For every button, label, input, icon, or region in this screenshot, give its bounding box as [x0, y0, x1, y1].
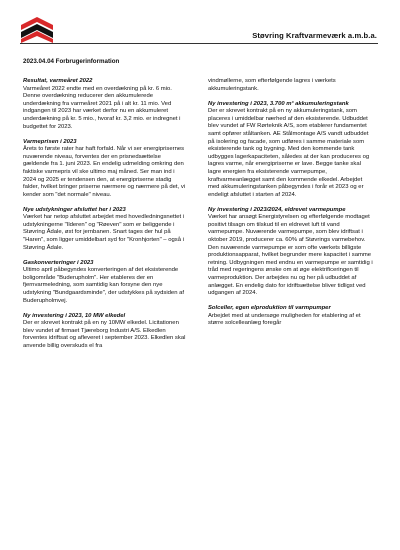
- section-body: Værket har netop afsluttet arbejdet med hovedledningsnettet i udstykningerne "Ilderen" og "Røeven" som er beliggende i Støvring Ådale, øst for jernbanen. Snart tages der hul på "Haren", som ligger umiddelbart syd for "Kronhjorten" – også i Støvring Ådale.: [23, 214, 185, 251]
- section-solar: [208, 305, 373, 328]
- section-heat-pump: [208, 207, 373, 298]
- section-body: Værket har ansøgt Energistyrelsen og efterfølgende modtaget positivt tilsagn om tilskud til en eldrevet luft til vand varmepumpe. Nuværende varmepumpe, som blev idriftsat i oktober 2019, producerer ca. 60% af Støvrings varmebehov. Den nuværende varmepumpe er som ofte værkets billigste produktionsapparat, hvilket begrunder mere kapacitet i samme retning. Udbygningen med endnu en varmepumpe er samtidig i tråd med regeringens ønske om at øge elektrificeringen til varmeproduktion. Der arbejdes nu og her på udbuddet af anlægget. En endelig dato for idriftsættelse bliver tidligst ved udgangen af 2024.: [208, 214, 373, 297]
- section-title: Ny investering i 2023, 10 MW elkedel: [23, 312, 126, 319]
- section-body: Årets to første rater har haft forfald. Når vi ser energiprisernes nuværende niveau, forventes der en prisnedsættelse gældende fra 1. juni 2023. En endelig udmelding omkring den faktiske varmepris vil ske ultimo maj måned. Ser man ind i 2024 og 2025 er tendensen den, at energipriserne stadig falder, hvilket bringer priserne nærmere og nærmere på det, vi kender som "det normale" niveau.: [23, 146, 186, 198]
- section-title: Solceller, egen elproduktion til varmpumper: [208, 305, 331, 312]
- section-body: vindmøllerne, som efterfølgende lagres i værkets akkumuleringstank.: [208, 78, 336, 92]
- section-heat-price: [23, 139, 188, 200]
- section-body: Ultimo april påbegyndes konverteringen af det eksisterende boligområde "Buderupholm". Her etableres der en fjernvarmeledning, som samtidig kan forsyne den nye udstykning "Bundgaardsminde", der udstykkes på sydsiden af Buderupholmvej.: [23, 267, 185, 304]
- section-body: Der er skrevet kontrakt på en ny 10MW elkedel. Licitationen blev vundet af firmaet Tjæreborg Industri A/S. Elkedlen forventes idriftsat og afleveret i september 2023. Elkedlen skal anvende billig overskuds el fra: [23, 320, 186, 349]
- organization-name: Støvring Kraftvarmeværk a.m.b.a.: [252, 31, 377, 40]
- section-new-developments: [23, 207, 188, 253]
- section-gas-conversion: [23, 260, 188, 306]
- section-title: Nye udstykninger afsluttet her i 2023: [23, 206, 126, 213]
- section-body: Arbejdet med at undersøge muligheden for etablering af et større solcelleanlæg foregår: [208, 312, 361, 327]
- section-body: Der er skrevet kontrakt på en ny akkumuleringstank, som placeres i umiddelbar nærhed af den eksisterende. Udbuddet blev vundet af FW Rørteknik A/S, som etablerer fundamentet samt opfører ståltanken. AE Stålmontage A/S vandt udbuddet på isolering og facade, som udføres i samme materiale som eksisterende tank og bygning. Med den kommende tank udbygges lagerkapaciteten, således at der kan produceres og lagres varme, når energipriserne er lave. Begge tanke skal lagre energien fra eksisterende varmepumpe, kraftvarmeanlægget samt den kommende elkedel. Arbejdet med akkumuleringstanken påbegyndes i forår et 2023 og er endeligt afsluttet i starten af 2024.: [208, 108, 370, 198]
- document-title: 2023.04.04 Forbrugerinformation: [23, 58, 120, 65]
- header-divider: [20, 43, 378, 44]
- section-title: Ny investering i 2023, 3.700 m³ akkumuleringstank: [208, 100, 349, 107]
- section-result: [23, 78, 188, 131]
- right-column: [208, 78, 373, 335]
- section-body: Varmeåret 2022 endte med en overdækning på kr. 6 mio. Denne overdækning reducerer den akkumulerede underdækning fra varmeåret 2021 på i alt kr. 11 mio. Ved indgangen til 2023 har værket derfor nu en akkumuleret underdækning på kr. 5 mio., hvoraf kr. 3,2 mio. er indregnet i budgettet for 2023.: [23, 85, 181, 130]
- left-column: [23, 78, 188, 358]
- section-title: Gaskonverteringer i 2023: [23, 259, 94, 266]
- section-storage-tank: [208, 101, 373, 200]
- section-title: Resultat, varmeåret 2022: [23, 78, 93, 84]
- section-electric-boiler: [23, 313, 188, 351]
- logo: [20, 16, 54, 44]
- section-title: Ny investering i 2023/2024, eldrevet varmepumpe: [208, 206, 346, 213]
- section-continuation: [208, 78, 373, 93]
- section-title: Varmeprisen i 2023: [23, 138, 77, 145]
